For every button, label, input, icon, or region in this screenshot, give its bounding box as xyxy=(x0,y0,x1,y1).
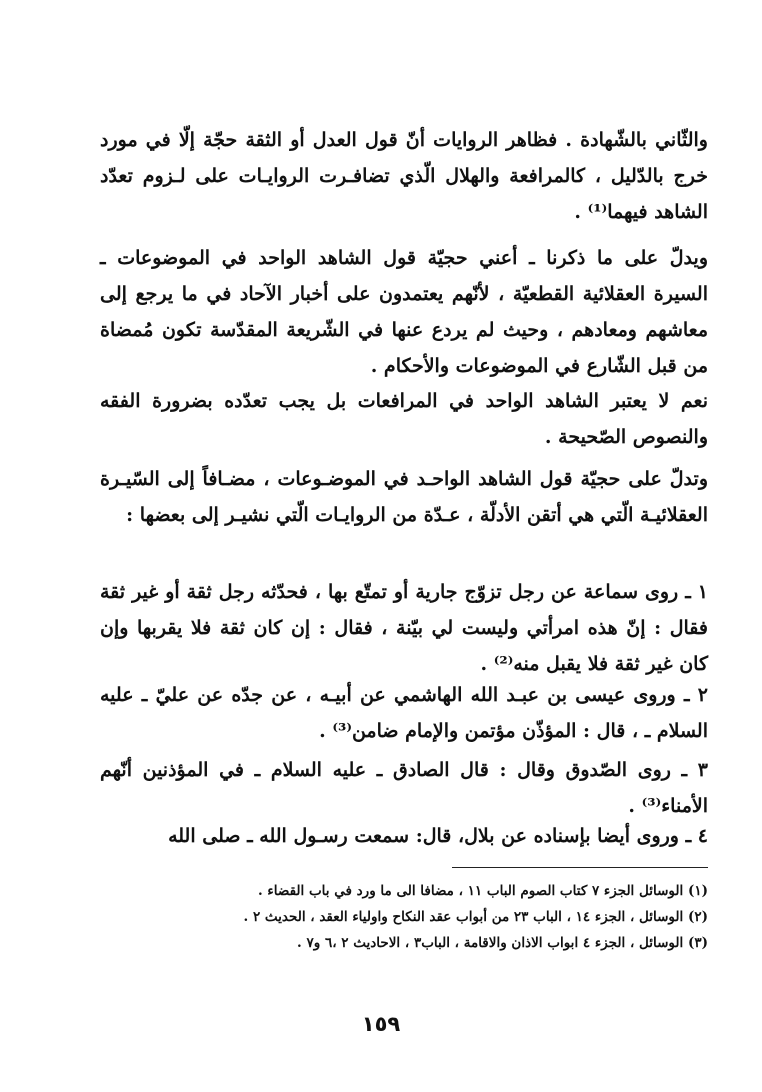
footnote-1: (١) الوسائل الجزء ٧ كتاب الصوم الباب ١١ ، مضافا الى ما ورد في باب القضاء . xyxy=(258,883,708,899)
paragraph-3: نعم لا يعتبر الشاهد الواحد في المرافعات بل يجب تعدّده بضرورة الفقه والنصوص الصّحيحة . xyxy=(100,390,708,448)
paragraph-6: ٢ ـ وروى عيسى بن عبـد الله الهاشمي عن أبيـه ، عن جدّه عن عليّ ـ عليه السلام ـ ، قال : المؤذّن مؤتمن والإمام ضامن⁽³⁾ . xyxy=(100,684,708,742)
paragraph-4: وتدلّ على حجيّة قول الشاهد الواحـد في الموضـوعات ، مضـافاً إلى السّيـرة العقلائيـة الّتي هي أتقن الأدلّة ، عـدّة من الروايـات الّتي نشيـر إلى بعضها : xyxy=(100,468,708,526)
paragraph-5: ١ ـ روى سماعة عن رجل تزوّج جارية أو تمتّع بها ، فحدّثه رجل ثقة أو غير ثقة فقال : إنّ هذه امرأتي وليست لي بيّنة ، فقال : إن كان ثقة فلا يقربها وإن كان غير ثقة فلا يقبل منه⁽²⁾ . xyxy=(100,581,708,675)
page-number: ١٥٩ xyxy=(361,1012,401,1036)
footnote-3: (٣) الوسائل ، الجزء ٤ ابواب الاذان والاقامة ، الباب٣ ، الاحاديث ٢ ،٦ و٧ . xyxy=(297,935,708,951)
footnote-2: (٢) الوسائل ، الجزء ١٤ ، الباب ٢٣ من أبواب عقد النكاح واولياء العقد ، الحديث ٢ . xyxy=(243,909,708,925)
paragraph-7: ٣ ـ روى الصّدوق وقال : قال الصادق ـ عليه السلام ـ في المؤذنين أنّهم الأمناء⁽³⁾ . xyxy=(100,759,708,817)
footnote-divider xyxy=(452,867,708,868)
paragraph-2: ويدلّ على ما ذكرنا ـ أعني حجيّة قول الشاهد الواحد في الموضوعات ـ السيرة العقلائية القطعيّة ، لأنّهم يعتمدون على أخبار الآحاد في ما يرجع إلى معاشهم ومعادهم ، وحيث لم يردع عنها في الشّريعة المقدّسة تكون مُمضاة من قبل الشّارع في الموضوعات والأحكام . xyxy=(100,247,708,377)
paragraph-8: ٤ ـ وروى أيضا بإسناده عن بلال، قال: سمعت رسـول الله ـ صلى الله xyxy=(168,825,708,847)
paragraph-1: والثّاني بالشّهادة . فظاهر الروايات أنّ قول العدل أو الثقة حجّة إلّا في مورد خرج بالدّليل ، كالمرافعة والهلال الّذي تضافـرت الروايـات على لـزوم تعدّد الشاهد فيهما⁽¹⁾ . xyxy=(100,129,708,223)
